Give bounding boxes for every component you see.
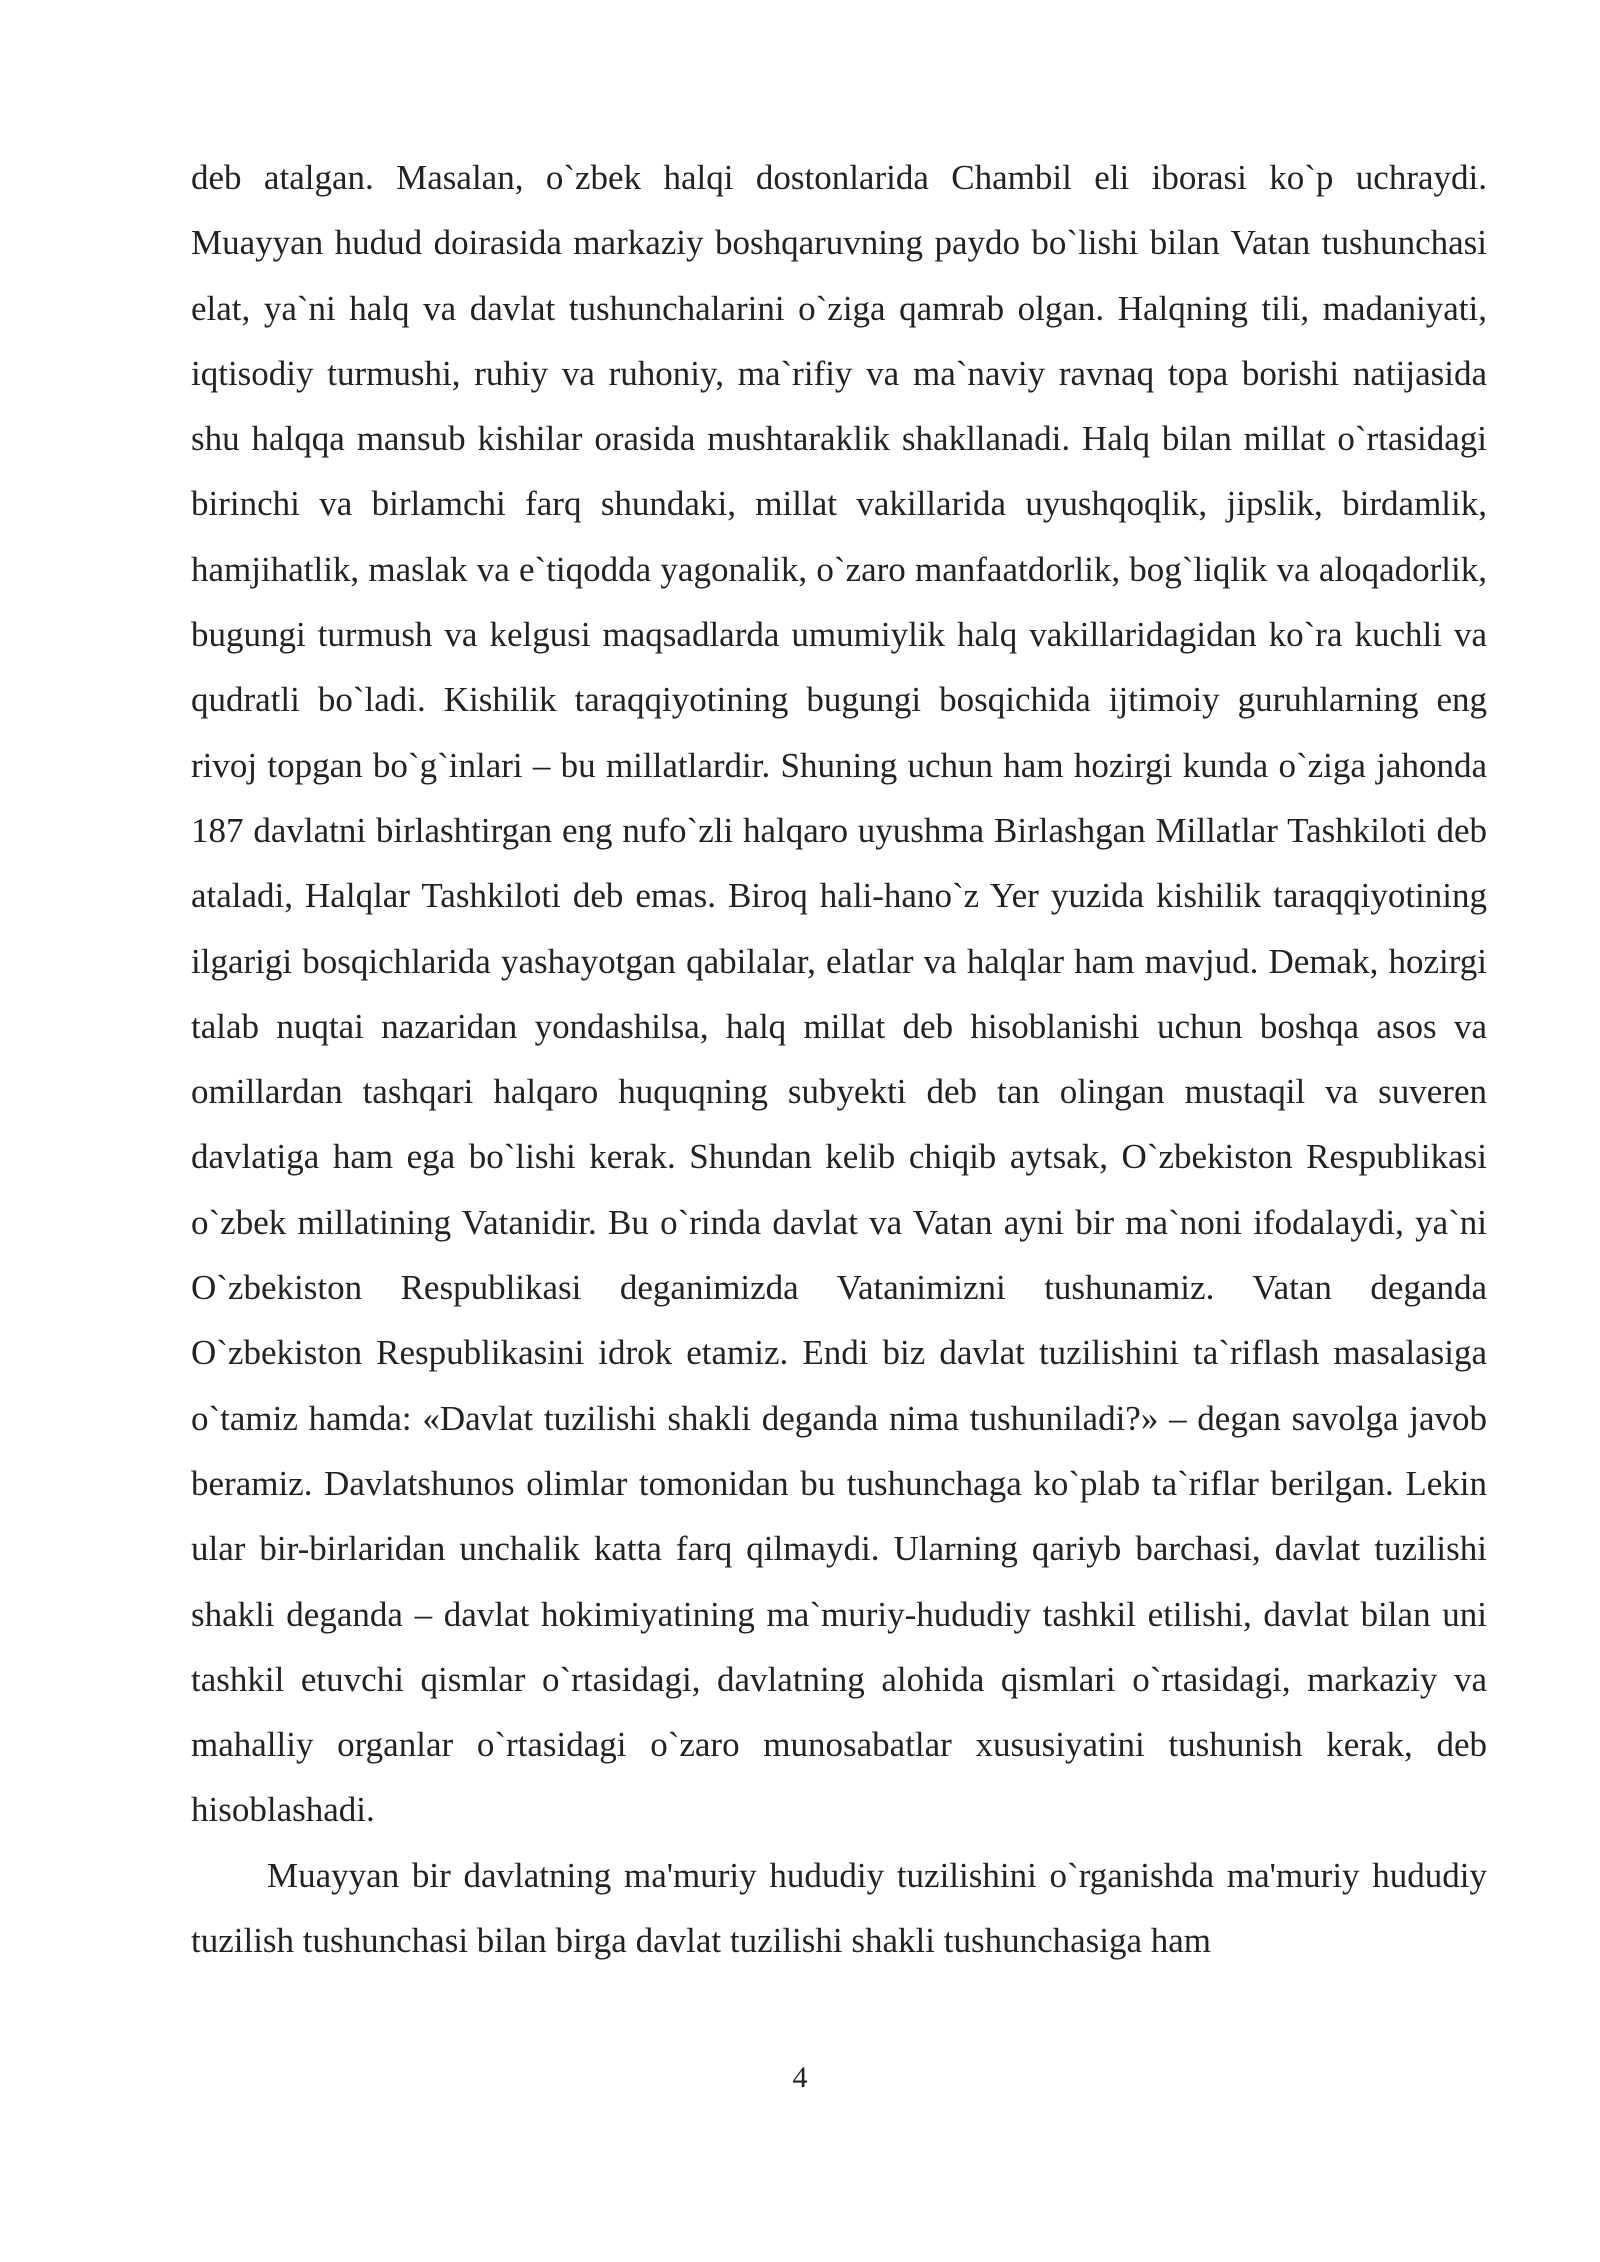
paragraph-continued: deb atalgan. Masalan, o`zbek halqi dostonlarida Chambil eli iborasi ko`p uchraydi. Muayyan hudud doirasida markaziy boshqaruvning paydo bo`lishi bilan Vatan tushunchasi elat, ya`ni halq va davlat tushunchalarini o`ziga qamrab olgan. Halqning tili, madaniyati, iqtisodiy turmushi, ruhiy va ruhoniy, ma`rifiy va ma`naviy ravnaq topa borishi natijasida shu halqqa mansub kishilar orasida mushtaraklik shakllanadi. Halq bilan millat o`rtasidagi birinchi va birlamchi farq shundaki, millat vakillarida uyushqoqlik, jipslik, birdamlik, hamjihatlik, maslak va e`tiqodda yagonalik, o`zaro manfaatdorlik, bog`liqlik va aloqadorlik, bugungi turmush va kelgusi maqsadlarda umumiylik halq vakillaridagidan ko`ra kuchli va qudratli bo`ladi. Kishilik taraqqiyotining bugungi bosqichida ijtimoiy guruhlarning eng rivoj topgan bo`g`inlari – bu millatlardir. Shuning uchun ham hozirgi kunda o`ziga jahonda 187 davlatni birlashtirgan eng nufo`zli halqaro uyushma Birlashgan Millatlar Tashkiloti deb ataladi, Halqlar Tashkiloti deb emas. Biroq hali-hano`z Yer yuzida kishilik taraqqiyotining ilgarigi bosqichlarida yashayotgan qabilalar, elatlar va halqlar ham mavjud. Demak, hozirgi talab nuqtai nazaridan yondashilsa, halq millat deb hisoblanishi uchun boshqa asos va omillardan tashqari halqaro huquqning subyekti deb tan olingan mustaqil va suveren davlatiga ham ega bo`lishi kerak. Shundan kelib chiqib aytsak, O`zbekiston Respublikasi o`zbek millatining Vatanidir. Bu o`rinda davlat va Vatan ayni bir ma`noni ifodalaydi, ya`ni O`zbekiston Respublikasi deganimizda Vatanimizni tushunamiz. Vatan deganda O`zbekiston Respublikasini idrok etamiz. Endi biz davlat tuzilishini ta`riflash masalasiga o`tamiz hamda: «Davlat tuzilishi shakli deganda nima tushuniladi?» – degan savolga javob beramiz. Davlatshunos olimlar tomonidan bu tushunchaga ko`plab ta`riflar berilgan. Lekin ular bir-birlaridan unchalik katta farq qilmaydi. Ularning qariyb barchasi, davlat tuzilishi shakli deganda – davlat hokimiyatining ma`muriy-hududiy tashkil etilishi, davlat bilan uni tashkil etuvchi qismlar o`rtasidagi, davlatning alohida qismlari o`rtasidagi, markaziy va mahalliy organlar o`rtasidagi o`zaro munosabatlar xususiyatini tushunish kerak, deb hisoblashadi.	[191, 158, 1487, 1830]
paragraph-new: Muayyan bir davlatning ma'muriy hududiy tuzilishini o`rganishda ma'muriy hududiy tuzilish tushunchasi bilan birga davlat tuzilishi shakli tushunchasiga ham	[191, 1855, 1487, 1961]
document-body	[191, 145, 1487, 1973]
page-number: 4	[792, 2061, 808, 2094]
